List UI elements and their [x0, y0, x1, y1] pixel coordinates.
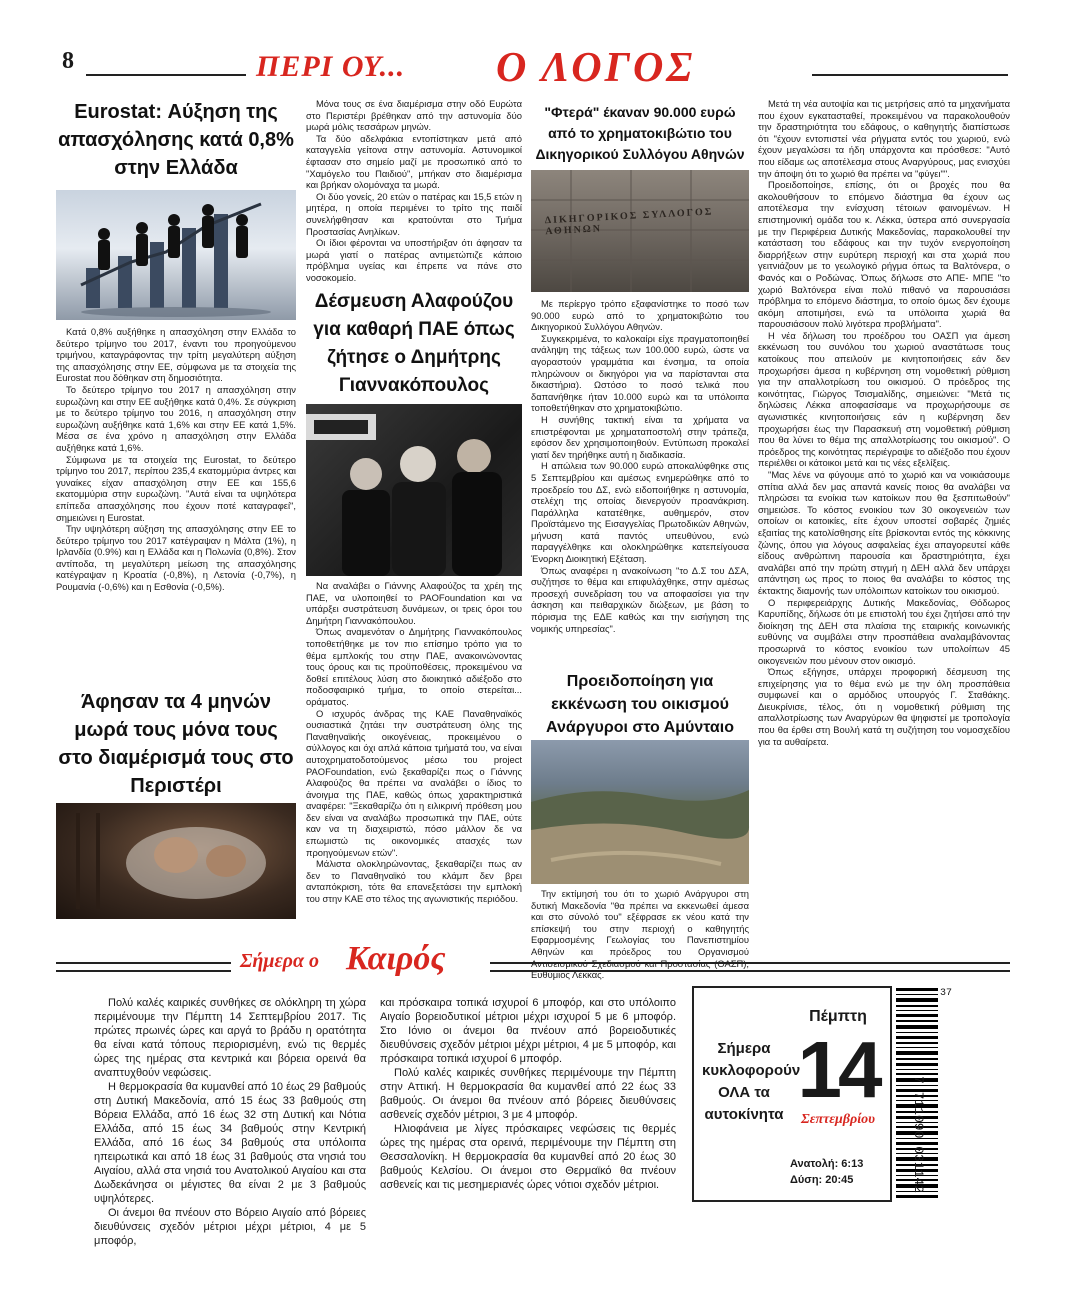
weather-banner-label: Σήμερα ο — [240, 950, 320, 972]
eurostat-paragraph: Την υψηλότερη αύξηση της απασχόλησης στην ΕΕ το δεύτερο τρίμηνο του 2017 κατέγραψαν η Μάλτα (1%), η Ιρλανδία (0.9%) και η Ελλάδα και η Πολωνία (0,8%). Στον αντίποδα, τη μεγαλύτερη μείωση της απασχόλησης κατέγραψαν η Κροατία (-0,8%), η Λετονία (-0,7%), η Ρουμανία (-0,6%) και η Εσθονία (-0,5%). — [56, 523, 296, 593]
amyntaio-body-start — [531, 888, 749, 981]
alafouzos-headline: Δέσμευση Αλαφούζου για καθαρή ΠΑΕ όπως ζήτησε ο Δημήτρης Γιαννακόπουλος — [313, 291, 515, 396]
amyntaio-paragraph: Μετά τη νέα αυτοψία και τις μετρήσεις από τα μηχανήματα που έχουν εγκατασταθεί, προκειμένου να παρακολουθούν την δραστηριότητα του εδάφους, ο καθηγητής διαπίστωσε ότι "έχουν εντοπιστεί νέα ρήγματα εντός του χωριού, ενώ έχουν μεγαλώσει τα ήδη υπάρχοντα και πρόσθεσε: "Αυτό που είδαμε ως αποτέλεσμα στους Αναργύρους, μας ενισχύει την άποψη ότι το χωριό θα πρέπει να "φύγει"". — [758, 98, 1010, 179]
dsa-body — [531, 298, 749, 634]
sunrise-time: Ανατολή: 6:13 — [790, 1158, 864, 1170]
amyntaio-paragraph: "Μας λένε να φύγουμε από το χωριό και να νοικιάσουμε σπίτια αλλά δεν μας απαντά κανείς ποιος θα αναλάβει να πληρώσει τα ενοίκια των κατοίκων που θα ξεσπιτωθούν" σημειώσε. Το κόστος ενοικίου των 30 οικογενειών των οποίων οι κατοικίες, είτε έχουν υποστεί σοβαρές ζημιές εξαιτίας της κατολίσθησης είτε βρίσκονται εντός της κόκκινης ζώνης, όπου για λόγους ασφαλείας έχει απαγορευτεί κάθε είδους ανθρώπινη παρουσία και δραστηριότητα, έχει αναλάβει από την πρώτη στιγμή η ΔΕΗ αλλά δεν υπάρχει απάντηση ως προς το ποιος θα αναλάβει το κόστος της έκτακτης διαμονής των υπόλοιπων κατοίκων του οικισμού. — [758, 469, 1010, 596]
date-day: 14 — [797, 1025, 879, 1114]
barcode-number: 7 711090 031142 — [911, 1076, 926, 1194]
eurostat-body — [56, 326, 296, 593]
weather-body-right — [380, 996, 676, 1192]
alafouzos-photo — [306, 404, 522, 576]
dsa-paragraph: Η συνήθης τακτική είναι τα χρήματα να επιστρέφονται με χρηματαποστολή στην τράπεζα, εφόσον δεν χρησιμοποιηθούν. Εντύπωση προκαλεί γιατί δεν τηρήθηκε αυτή η διαδικασία. — [531, 413, 749, 460]
amyntaio-paragraph: Όπως εξήγησε, υπάρχει προφορική δέσμευση της επιχείρησης για το θέμα ενώ με την όλη προσπάθεια συμφωνεί και ο αρμόδιος υπουργός Γ. Σταθάκης. Διευκρίνισε, τέλος, ότι η νομοθετική ρύθμιση της απαλλοτρίωσης των Αναργύρων θα ψηφιστεί με τροπολογία που θα έρθει στη Βουλή κατά τη συζήτηση του νομοσχεδίου για τα αυθαίρετα. — [758, 666, 1010, 747]
alafouzos-paragraph: Μάλιστα ολοκληρώνοντας, ξεκαθαρίζει πως αν δεν το Παναθηναϊκό του κλάμπ δεν βρει ανταπόκριση, τότε θα επανεξετάσει την εμπλοκή του στην ΚΑΕ στο τέλος της αγωνιστικής περιόδου. — [306, 858, 522, 905]
dsa-paragraph: Όπως αναφέρει η ανακοίνωση "το Δ.Σ του ΔΣΑ, συζήτησε το θέμα και επιφυλάχθηκε, στην αμέσως προσεχή συνεδρίαση του να αποφασίσει για την άσκηση και πειθαρχικών διώξεων, με βάση το πόρισμα της ΕΔΕ καθώς και την εισήγηση της νομικής υπηρεσίας". — [531, 564, 749, 634]
dsa-paragraph: Η απώλεια των 90.000 ευρώ αποκαλύφθηκε στις 5 Σεπτεμβρίου και αμέσως ενημερώθηκε από το προεδρείο του ΔΣ, ενώ ειδοποιήθηκε η αστυνομία, στελέχη της οποίας διενεργούν προανάκριση. Παράλληλα κατατέθηκε, αυθημερόν, στον Προϊστάμενο της Εισαγγελίας Πρωτοδικών Αθηνών, μήνυση κατά παντός υπευθύνου, ενώ παραγγέλθηκε και ολοκληρώθηκε κατεπείγουσα Ένορκη Διοικητική Εξέταση. — [531, 460, 749, 565]
amyntaio-paragraph: Ο περιφερειάρχης Δυτικής Μακεδονίας, Θόδωρος Καρυπίδης, δήλωσε ότι με επιστολή του έχει ζητήσει από την διοίκηση της ΔΕΗ στα πλαίσια της εταιρικής κοινωνικής ευθύνης να συμβάλει στην προσπάθεια αναλαμβάνοντας προσωρινά το κόστος ενοικίου των υπολοίπων 45 οικογενειών που μένουν στον οικισμό. — [758, 596, 1010, 666]
weather-paragraph: Πολύ καλές καιρικές συνθήκες περιμένουμε την Πέμπτη στην Αττική. Η θερμοκρασία θα κυμανθεί από 22 έως 33 βαθμούς. Οι άνεμοι θα πνέουν από βόρειες διευθύνσεις ασθενείς σχεδόν μέτριοι, 3 με 4 μποφόρ. — [380, 1067, 676, 1121]
circulation-notice: Σήμερα κυκλοφορούν ΟΛΑ τα αυτοκίνητα — [702, 1040, 801, 1123]
sunset-time: Δύση: 20:45 — [790, 1174, 854, 1186]
dsa-paragraph: Με περίεργο τρόπο εξαφανίστηκε το ποσό των 90.000 ευρώ από το χρηματοκιβώτιο του Δικηγορικού Συλλόγου Αθηνών. — [531, 298, 749, 333]
weather-body-left — [94, 996, 366, 1248]
weather-paragraph: Πολύ καλές καιρικές συνθήκες σε ολόκληρη τη χώρα περιμένουμε την Πέμπτη 14 Σεπτεμβρίου 2017. Τις πρώτες πρωινές ώρες και αργά το βράδυ η ορατότητα θα είναι κατά τόπους περιορισμένη, ενώ τις θερμές ώρες της ημέρας στα κεντρικά και βόρεια ορεινά θα αναπτυχθούν νεφώσεις. — [94, 997, 366, 1079]
dsa-sign-text: ΔΙΚΗΓΟΡΙΚΟΣ ΣΥΛΛΟΓΟΣ ΑΘΗΝΩΝ — [544, 206, 714, 238]
crib-icon — [56, 803, 296, 919]
people-handshake-icon — [306, 404, 522, 576]
weather-banner-rule-left — [56, 962, 231, 972]
date-box — [692, 986, 892, 1202]
peristeri-body — [306, 98, 522, 284]
peristeri-paragraph: Οι ίδιοι φέρονται να υποστήριξαν ότι άφησαν τα μωρά γιατί ο πατέρας αντιμετώπιζε κάποιο πρόβλημα υγείας και έπρεπε να πάνε στο νοσοκομείο. — [306, 237, 522, 283]
masthead-rule-left — [86, 74, 246, 76]
babies-photo — [56, 803, 296, 919]
alafouzos-paragraph: Να αναλάβει ο Γιάννης Αλαφούζος τα χρέη της ΠΑΕ, να υλοποιηθεί το PAOFoundation και να υπάρξει συστράτευση δυνάμεων, οι τρεις όροι του Δημήτρη Γιαννακόπουλου. — [306, 580, 522, 626]
masthead-title-left: ΠΕΡΙ ΟΥ... — [256, 50, 406, 83]
eurostat-paragraph: Κατά 0,8% αυξήθηκε η απασχόληση στην Ελλάδα το δεύτερο τρίμηνο του 2017, έναντι του προηγούμενου τριμήνου, καταγράφοντας την τρίτη μεγαλύτερη αύξηση της απασχόλησης στην ΕΕ, σύμφωνα με τα στοιχεία της Eurostat που δόθηκαν στη δημοσιότητα. — [56, 326, 296, 384]
masthead-title-right: Ο ΛΟΓΟΣ — [496, 45, 696, 91]
amyntaio-headline: Προειδοποίηση για εκκένωση του οικισμού Ανάργυροι στο Αμύνταιο — [546, 673, 734, 736]
peristeri-headline: Άφησαν τα 4 μηνών μωρά τους μόνα τους στο διαμέρισμά τους στο Περιστέρι — [58, 691, 294, 797]
weather-paragraph: Ηλιοφάνεια με λίγες πρόσκαιρες νεφώσεις τις θερμές ώρες της ημέρας στα ορεινά, περιμένουμε την Πέμπτη στη Θεσσαλονίκη. Η θερμοκρασία θα κυμανθεί από 20 έως 30 βαθμούς Κελσίου. Οι άνεμοι στο Θερμαϊκό θα πνέουν ασθενείς και τις μεσημεριανές ώρες νότιοι σχεδόν μέτριοι. — [380, 1123, 676, 1191]
alafouzos-paragraph: Όπως αναμενόταν ο Δημήτρης Γιαννακόπουλος τοποθετήθηκε με τον πιο επίσημο τρόπο για το θέμα εμπλοκής του στην ΠΑΕ, ανακοινώνοντας τους όρους και τις προϋποθέσεις, προκειμένου να δοθεί επιτέλους λύση στο διοικητικό αδιέξοδο στο ποδοσφαιρικό τμήμα, το οποίο στερείται... οράματος. — [306, 626, 522, 707]
masthead-rule-right — [812, 74, 1008, 76]
amyntaio-paragraph: Προειδοποίησε, επίσης, ότι οι βροχές που θα ακολουθήσουν το επόμενο διάστημα θα έχουν ως αποτέλεσμα την ενίσχυση τέτοιων φαινομένων. Η επιστημονική ομάδα του κ. Λέκκα, ύστερα από συνεργασία με την Περιφέρεια Δυτικής Μακεδονίας, παρακολουθεί την κατάσταση του εδάφους και την τυχόν ενεργοποίηση διαρρήξεων στην ευρύτερη περιοχή και στα χωριά που γειτνιάζουν με το γεωλογικό ρήγμα όπως τα Βαλτόνερα, ο Φανός και ο Ροδώνας. Όπως δήλωσε στο ΑΠΕ- ΜΠΕ "το χωριό Βαλτόνερα είναι πολύ πιθανό να παρουσιάσει πρόβλημα το επόμενο διάστημα, το οποίο όμως δεν έχουμε ακόμη αποτιμήσει, ενώ τα υπόλοιπα χωριά θα παρουσιάσουν πολύ λιγότερα προβλήματα". — [758, 179, 1010, 330]
business-chart-photo — [56, 190, 296, 320]
peristeri-paragraph: Οι δύο γονείς, 20 ετών ο πατέρας και 15,5 ετών η μητέρα, η οποία περιμένει το τρίτο της παιδί συνελήφθησαν και κρατούνται στο Τμήμα Προστασίας Ανηλίκων. — [306, 190, 522, 237]
dsa-headline: "Φτερά" έκαναν 90.000 ευρώ από το χρηματοκιβώτιο του Δικηγορικού Συλλόγου Αθηνών — [535, 104, 745, 162]
alafouzos-body — [306, 580, 522, 905]
weather-paragraph: και πρόσκαιρα τοπικά ισχυροί 6 μποφόρ, και στο υπόλοιπο Αιγαίο βορειοδυτικοί μέτριοι μέχρι ισχυροί 5 με 6 μποφόρ. Στο Ιόνιο οι άνεμοι θα πνέουν από βορειοδυτικές διευθύνσεις σχεδόν μέτριοι μέχρι μέτριοι, 4 με 5 μποφόρ, και πρόσκαιρα τοπικά ισχυροί 6 μποφόρ. — [380, 997, 676, 1065]
page-number: 8 — [62, 48, 74, 74]
date-month: Σεπτεμβρίου — [801, 1112, 875, 1127]
dsa-building-photo — [531, 170, 749, 292]
weather-paragraph: Οι άνεμοι θα πνέουν στο Βόρειο Αιγαίο από βόρειες διευθύνσεις σχεδόν μέτριοι μέχρι μέτριοι, 4 με 5 μποφόρ, — [94, 1207, 366, 1247]
peristeri-paragraph: Τα δύο αδελφάκια εντοπίστηκαν μετά από καταγγελία γείτονα στην αστυνομία. Αστυνομικοί έφτασαν στο σημείο μαζί με προσωπικό από το "Χαμόγελο του Παιδιού", μπήκαν στο διαμέρισμα και βρήκαν ολομόναχα τα μωρά. — [306, 132, 522, 191]
amyntaio-landscape-photo — [531, 740, 749, 884]
eurostat-paragraph: Το δεύτερο τρίμηνο του 2017 η απασχόληση στην ευρωζώνη και στην ΕΕ αυξήθηκε κατά 0,4%. Σε σύγκριση με το δεύτερο τρίμηνο του 2016, η απασχόληση στην ευρωζώνη αυξήθηκε κατά 1,6% και στην ΕΕ κατά 1,5%. Μέσα σε ένα χρόνο η απασχόληση στην Ελλάδα αυξήθηκε κατά 1,6%. — [56, 383, 296, 453]
weather-paragraph: Η θερμοκρασία θα κυμανθεί από 10 έως 29 βαθμούς στη Δυτική Μακεδονία, από 15 έως 33 βαθμούς στη Βόρεια Ελλάδα, από 16 έως 32 στη Δυτική και Νότια Ελλάδα, από 15 έως 34 βαθμούς στην Κεντρική Ελλάδα, από 16 έως 34 βαθμούς στα υπόλοιπα ηπειρωτικά και από 18 έως 31 βαθμούς στα νησιά του Αιγαίου, αλλά στα νησιά του Ανατολικού Αιγαίου και στα Δωδεκάνησα οι μέγιστες θα είναι 2 με 3 βαθμούς υψηλότερες. — [94, 1081, 366, 1205]
landslide-icon — [531, 740, 749, 884]
amyntaio-paragraph: Η νέα δήλωση του προέδρου του ΟΑΣΠ για άμεση εκκένωση του συνόλου του χωριού αναστάτωσε τους κατοίκους που απειλούν με κινητοποιήσεις εάν δεν προχωρήσει άμεσα η κυβέρνηση στη νομοθετική ρύθμιση για την απαλλοτρίωση του οικισμού. Ο πρόεδρος της κοινότητας, Γιώργος Τσισμαλίδης, σημειώνει: "Μετά τις δηλώσεις Λέκκα αποφασίσαμε να προχωρήσουμε σε αγωνιστικές κινητοποιήσεις εάν η κυβέρνηση δεν προχωρήσει έως την Παρασκευή στη νομοθετική ρύθμιση που θα λύνει το θέμα της απαλλοτρίωσης του οικισμού". Ο πρόεδρος της κοινότητας περιέγραψε το αδιέξοδο που έχουν περιέλθει οι κάτοικοι μετά και τις νέες εξελίξεις. — [758, 329, 1010, 469]
amyntaio-paragraph: Την εκτίμησή του ότι το χωριό Ανάργυροι στη δυτική Μακεδονία "θα πρέπει να εκκενωθεί άμεσα και στο σύνολό του" εξέφρασε εκ νέου κατά την επίσκεψή του στην περιοχή ο καθηγητής Εφαρμοσμένης Γεωλογίας του Πανεπιστημίου Αθηνών και πρόεδρος του Οργανισμού Αντισεισμικού Σχεδιασμού και Προστασίας (ΟΑΣΠ), Ευθύμιος Λέκκας. — [531, 888, 749, 981]
alafouzos-paragraph: Ο ισχυρός άνδρας της ΚΑΕ Παναθηναϊκός ουσιαστικά ζητάει την συστράτευση όλης της Παναθηναϊκής οικογένειας, προκειμένου ο σύλλογος και όχι απλά κάποια τμήματά του, να είναι αυτοχρηματοδοτούμενος μέσω του project PAOFoundation, ενώ ξεκαθαρίζει πως ο Γιάννης Αλαφούζος θα πρέπει να αναλάβει ο ίδιος το άνοιγμα της ΠΑΕ, καθώς όπως χαρακτηριστικά αναφέρει: "Ξεκαθαρίζω ότι η ειλικρινή πρόθεση μου δεν είναι να αναλάβω προσωπικά την ΠΑΕ, ούτε καν να τη διαχειριστώ, πόσο μάλλον δε να επωμιστώ τις οικονομικές ατασχές των προηγούμενων ετών". — [306, 707, 522, 858]
eurostat-paragraph: Σύμφωνα με τα στοιχεία της Eurostat, το δεύτερο τρίμηνο του 2017, περίπου 235,4 εκατομμύρια άντρες και γυναίκες είχαν απασχόληση στην ΕΕ και 155,6 εκατομμύρια στην ευρωζώνη. "Αυτά είναι τα υψηλότερα επίπεδα απασχόλησης που έχουν ποτέ καταγραφεί", σημειώνει η Eurostat. — [56, 453, 296, 523]
dsa-paragraph: Συγκεκριμένα, το καλοκαίρι είχε πραγματοποιηθεί ανάληψη της τάξεως των 100.000 ευρώ, ώστε να αγοραστούν γραμμάτια και ένσημα, τα οποία πληρώνουν οι δικηγόροι για να παρίστανται στα δικαστήρια). Ωστόσο το ποσό τελικά που δαπανήθηκε ήταν 10.000 ευρώ και τα υπόλοιπα τοποθετήθηκαν στο χρηματοκιβώτιο. — [531, 332, 749, 414]
weather-banner-title: Καιρός — [346, 940, 446, 977]
weather-banner-rule-right — [490, 962, 1010, 972]
business-team-icon — [56, 190, 296, 320]
amyntaio-body — [758, 98, 1010, 928]
barcode — [896, 986, 952, 1202]
barcode-issue: 37 — [940, 988, 953, 999]
peristeri-paragraph: Μόνα τους σε ένα διαμέρισμα στην οδό Ευρώτα στο Περιστέρι βρέθηκαν από την αστυνομία δύο μωρά μόλις τεσσάρων μηνών. — [306, 98, 522, 133]
date-weekday: Πέμπτη — [809, 1008, 867, 1025]
eurostat-headline: Eurostat: Αύξηση της απασχόλησης κατά 0,8% στην Ελλάδα — [58, 101, 294, 179]
